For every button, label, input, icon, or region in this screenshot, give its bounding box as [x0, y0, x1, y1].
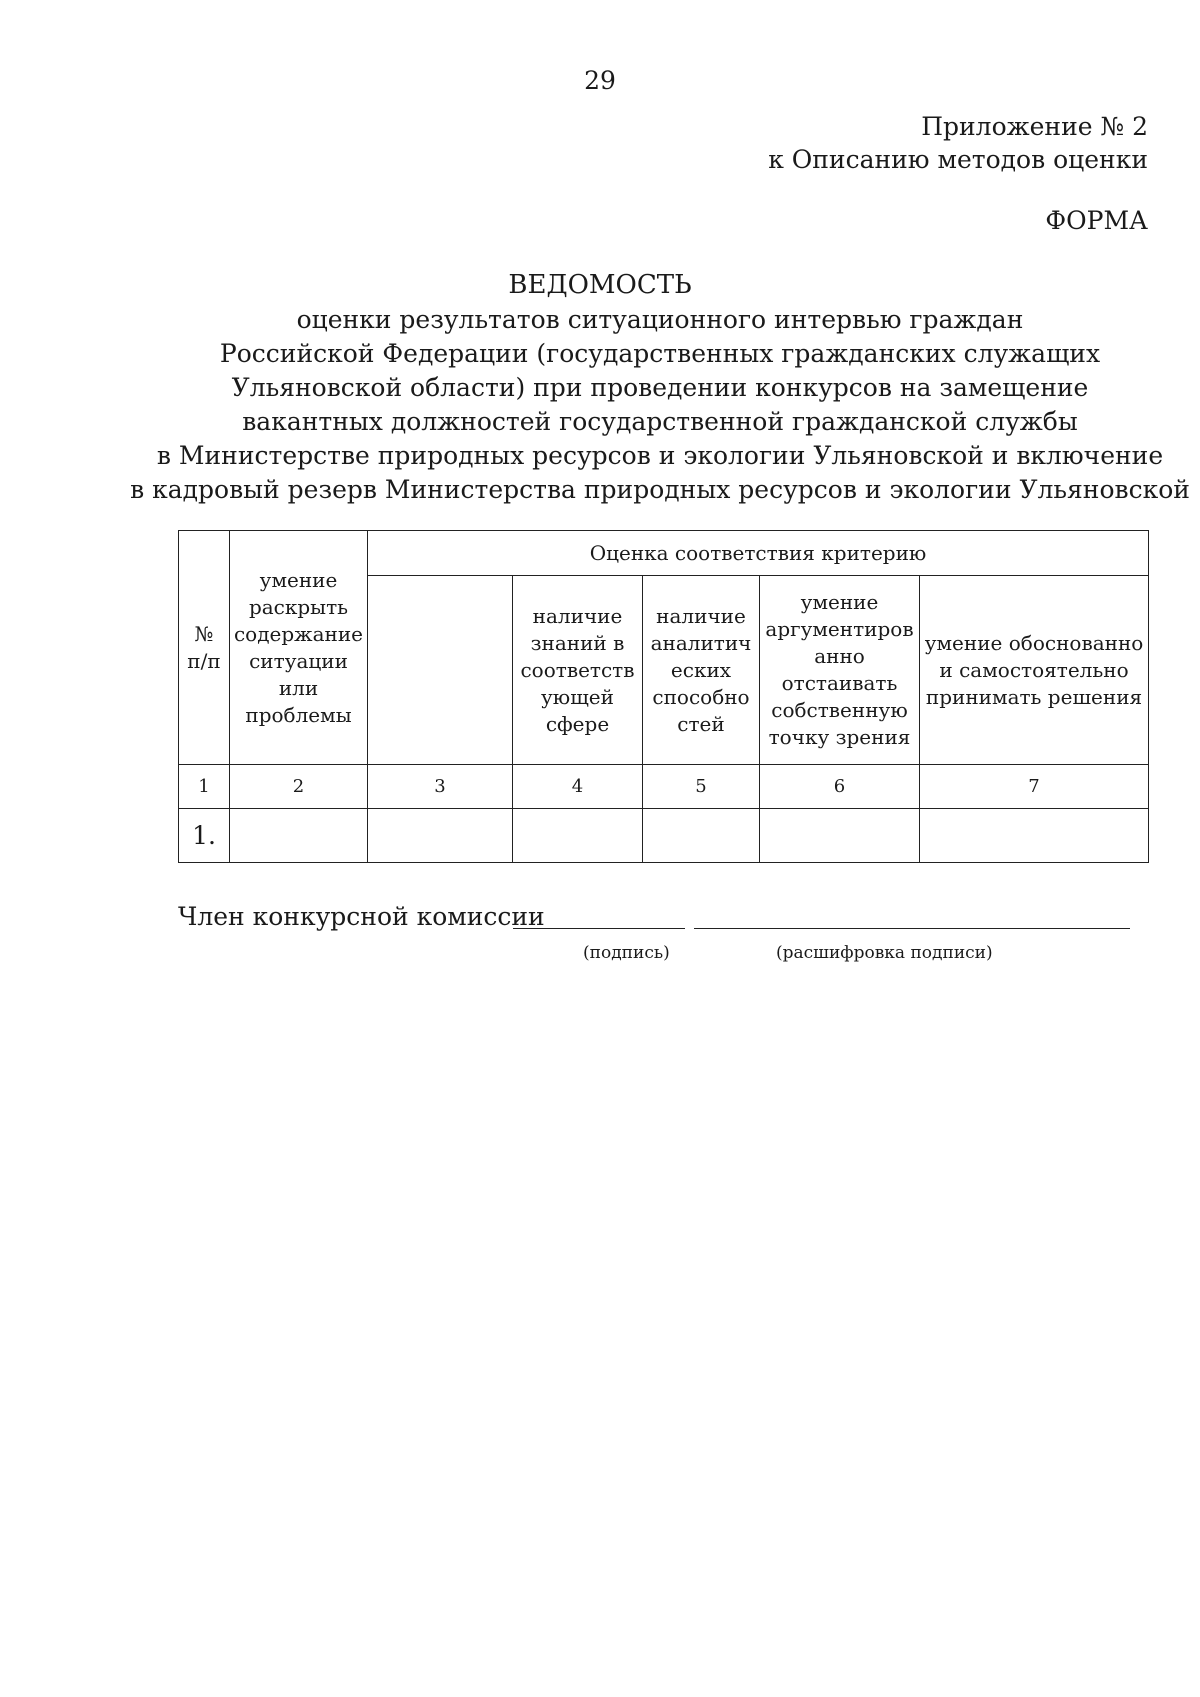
column-number: 4 — [513, 765, 643, 809]
subtitle-line: Российской Федерации (государственных гражданских служащих — [219, 339, 1101, 368]
table-cell — [513, 809, 643, 863]
table-cell — [760, 809, 920, 863]
subtitle-line: в Министерстве природных ресурсов и экологии Ульяновской и включение — [156, 441, 1164, 470]
column-number: 6 — [760, 765, 920, 809]
table-row — [179, 809, 1149, 863]
header-number: № п/п — [179, 531, 230, 765]
page-number: 29 — [584, 66, 616, 95]
subtitle-line: вакантных должностей государственной гражданской службы — [242, 407, 1078, 436]
signature-caption: (подпись) — [583, 943, 670, 963]
form-label: ФОРМА — [1045, 206, 1148, 235]
column-number: 5 — [643, 765, 760, 809]
subtitle-line: оценки результатов ситуационного интервью граждан — [296, 305, 1024, 334]
column-number: 3 — [368, 765, 513, 809]
table-cell — [368, 809, 513, 863]
subtitle-line: в кадровый резерв Министерства природных ресурсов и экологии Ульяновской — [130, 475, 1190, 504]
table-cell — [230, 809, 368, 863]
header-criteria-group: Оценка соответствия критерию — [368, 531, 1149, 576]
appendix-line-2: к Описанию методов оценки — [768, 145, 1148, 174]
assessment-table — [178, 530, 1149, 863]
header-criterion-empty — [368, 576, 513, 765]
header-criterion-analytics: наличие аналитич еских способно стей — [643, 576, 760, 765]
column-number: 2 — [230, 765, 368, 809]
header-situation: умение раскрыть содержание ситуации или проблемы — [230, 531, 368, 765]
signature-line — [513, 928, 685, 929]
signature-label: Член конкурсной комиссии — [178, 902, 545, 931]
document-subtitle — [120, 303, 1200, 507]
table-cell — [643, 809, 760, 863]
header-criterion-decisions: умение обоснованно и самостоятельно принимать решения — [920, 576, 1149, 765]
document-title: ВЕДОМОСТЬ — [508, 270, 692, 300]
table-cell — [920, 809, 1149, 863]
column-number: 1 — [179, 765, 230, 809]
header-criterion-knowledge: наличие знаний в соответств ующей сфере — [513, 576, 643, 765]
signature-decoding-line — [694, 928, 1130, 929]
appendix-reference — [768, 110, 1148, 176]
appendix-line-1: Приложение № 2 — [921, 112, 1148, 141]
header-criterion-argument: умение аргументиров анно отстаивать собственную точку зрения — [760, 576, 920, 765]
decoding-caption: (расшифровка подписи) — [776, 943, 993, 963]
column-number: 7 — [920, 765, 1149, 809]
row-number: 1. — [179, 809, 230, 863]
subtitle-line: Ульяновской области) при проведении конкурсов на замещение — [231, 373, 1089, 402]
